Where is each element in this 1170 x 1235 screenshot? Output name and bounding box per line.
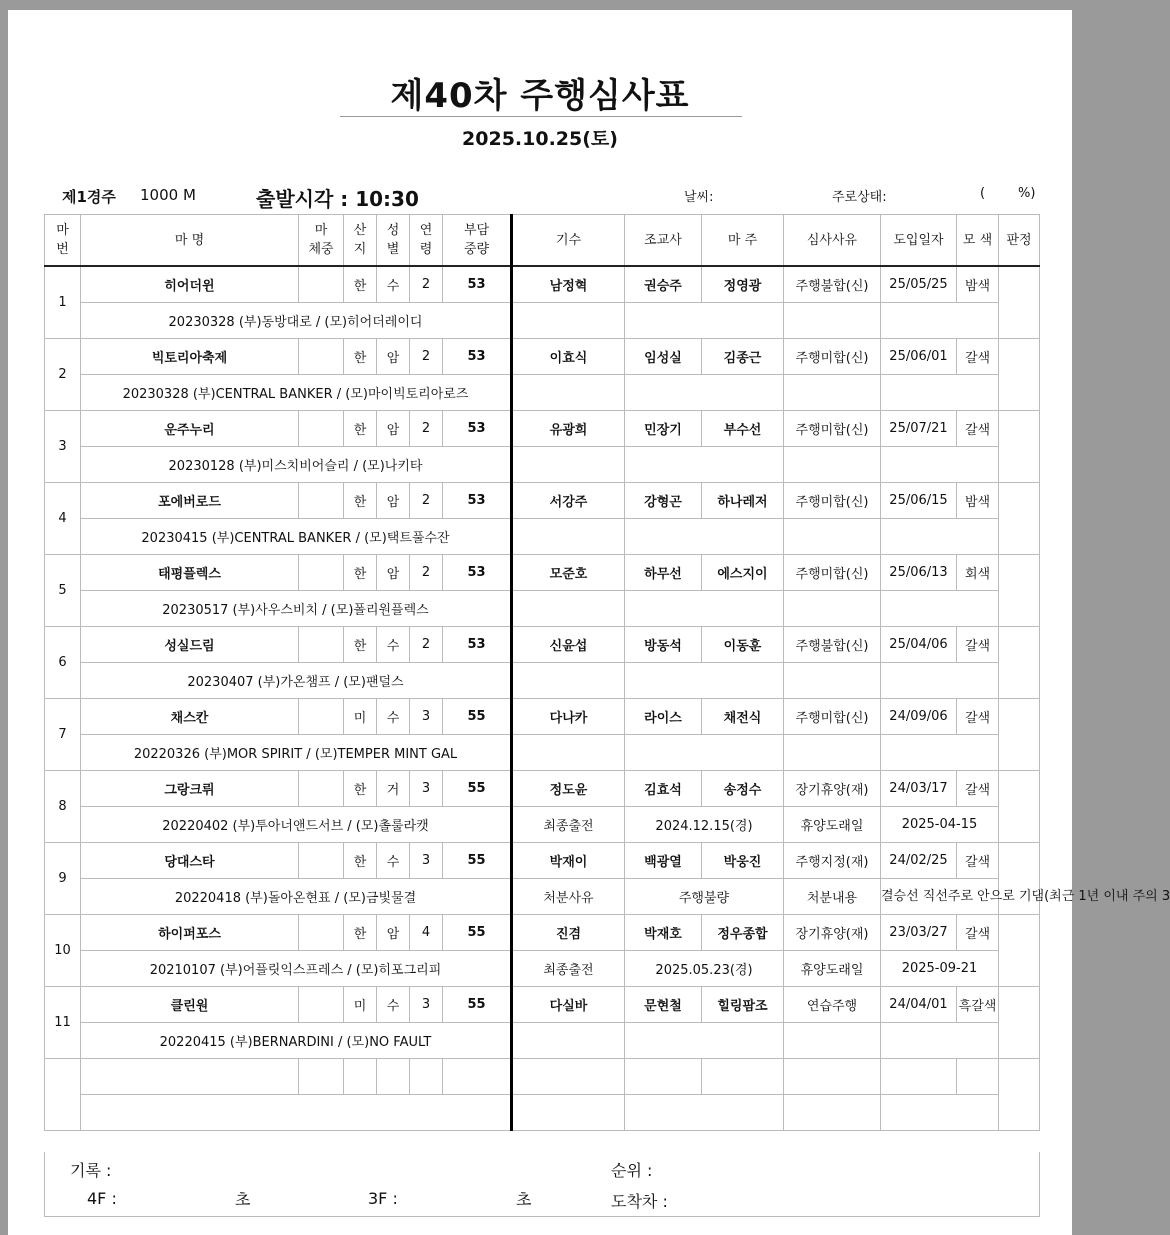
owner-name: 이동훈: [702, 627, 784, 663]
horse-number: 7: [45, 699, 81, 771]
pedigree: 20220326 (부)MOR SPIRIT / (모)TEMPER MINT GAL: [81, 735, 512, 771]
empty-cell: [512, 1059, 625, 1095]
col-color: 모 색: [957, 215, 999, 267]
horse-origin: 미: [344, 699, 377, 735]
owner-name: 정영광: [702, 266, 784, 303]
owner-name: 송정수: [702, 771, 784, 807]
extra-label-2: [784, 519, 881, 555]
pedigree: 20210107 (부)어플릿익스프레스 / (모)히포그리피: [81, 951, 512, 987]
empty-cell: [881, 1059, 957, 1095]
record-box: [44, 1152, 1040, 1217]
horse-sex: 수: [377, 843, 410, 879]
horse-detail-row: [45, 879, 1040, 915]
horse-age: 3: [410, 771, 443, 807]
track-percent: %): [1018, 186, 1036, 201]
intro-date: 24/09/06: [881, 699, 957, 735]
extra-value-1: 주행불량: [625, 879, 784, 915]
horse-number: 3: [45, 411, 81, 483]
empty-cell: [702, 1059, 784, 1095]
horse-name: 포에버로드: [81, 483, 299, 519]
review-reason: 주행미합(신): [784, 555, 881, 591]
horse-row: [45, 266, 1040, 303]
horse-weight-cell: [299, 987, 344, 1023]
burden-weight: 53: [443, 266, 512, 303]
extra-value-1: [625, 591, 784, 627]
horse-weight-cell: [299, 771, 344, 807]
trainer-name: 라이스: [625, 699, 702, 735]
extra-label-1: [512, 303, 625, 339]
owner-name: 김종근: [702, 339, 784, 375]
horse-weight-cell: [299, 843, 344, 879]
extra-label-2: [784, 303, 881, 339]
empty-cell: [45, 1059, 81, 1131]
horse-age: 2: [410, 411, 443, 447]
intro-date: 25/05/25: [881, 266, 957, 303]
horse-number: 5: [45, 555, 81, 627]
extra-label-2: [784, 447, 881, 483]
owner-name: 부수선: [702, 411, 784, 447]
extra-label-2: 휴양도래일: [784, 951, 881, 987]
jockey-name: 이효식: [512, 339, 625, 375]
owner-name: 에스지이: [702, 555, 784, 591]
horse-number: 2: [45, 339, 81, 411]
horse-age: 2: [410, 339, 443, 375]
page-title: 제40차 주행심사표: [390, 76, 690, 116]
horse-name: 태평플렉스: [81, 555, 299, 591]
col-intro-date: 도입일자: [881, 215, 957, 267]
extra-label-1: [512, 447, 625, 483]
trainer-name: 임성실: [625, 339, 702, 375]
col-trainer: 조교사: [625, 215, 702, 267]
horse-origin: 한: [344, 411, 377, 447]
jockey-name: 박재이: [512, 843, 625, 879]
horse-detail-row: [45, 663, 1040, 699]
intro-date: 25/07/21: [881, 411, 957, 447]
review-reason: 장기휴양(재): [784, 915, 881, 951]
verdict-cell: [999, 555, 1040, 627]
coat-color: 갈색: [957, 843, 999, 879]
pedigree: 20230415 (부)CENTRAL BANKER / (모)택트풀수잔: [81, 519, 512, 555]
trainer-name: 민장기: [625, 411, 702, 447]
entry-table: [44, 214, 1170, 1131]
horse-age: 2: [410, 266, 443, 303]
rank-label: 순위 :: [611, 1161, 653, 1180]
title-underline: [340, 116, 742, 117]
extra-value-1: [625, 519, 784, 555]
owner-name: 박웅진: [702, 843, 784, 879]
review-reason: 주행미합(신): [784, 339, 881, 375]
4f-label: 4F :: [87, 1189, 117, 1208]
horse-number: 10: [45, 915, 81, 987]
horse-weight-cell: [299, 627, 344, 663]
extra-label-1: [512, 519, 625, 555]
horse-number: 8: [45, 771, 81, 843]
horse-name: 히어더윈: [81, 266, 299, 303]
burden-weight: 53: [443, 627, 512, 663]
intro-date: 24/03/17: [881, 771, 957, 807]
extra-value-1: 2025.05.23(경): [625, 951, 784, 987]
review-reason: 주행불합(신): [784, 266, 881, 303]
col-name: 마 명: [81, 215, 299, 267]
horse-detail-row: [45, 447, 1040, 483]
horse-number: 6: [45, 627, 81, 699]
horse-name: 그랑크뤼: [81, 771, 299, 807]
empty-cell: [999, 1059, 1040, 1131]
horse-number: 4: [45, 483, 81, 555]
4f-seconds-label: 초: [235, 1190, 251, 1209]
verdict-cell: [999, 266, 1040, 339]
pedigree: 20230328 (부)CENTRAL BANKER / (모)마이빅토리아로즈: [81, 375, 512, 411]
horse-name: 하이퍼포스: [81, 915, 299, 951]
trainer-name: 박재호: [625, 915, 702, 951]
extra-label-1: [512, 375, 625, 411]
horse-sex: 암: [377, 411, 410, 447]
horse-origin: 한: [344, 843, 377, 879]
track-condition-label: 주로상태:: [832, 190, 887, 205]
horse-number: 9: [45, 843, 81, 915]
horse-age: 3: [410, 987, 443, 1023]
empty-cell: [957, 1059, 999, 1095]
horse-detail-row: [45, 951, 1040, 987]
col-sex: 성 별: [377, 215, 410, 267]
horse-sex: 수: [377, 627, 410, 663]
trainer-name: 강형곤: [625, 483, 702, 519]
verdict-cell: [999, 483, 1040, 555]
coat-color: 흑갈색: [957, 987, 999, 1023]
horse-sex: 수: [377, 266, 410, 303]
horse-name: 성실드림: [81, 627, 299, 663]
horse-row: [45, 483, 1040, 519]
burden-weight: 53: [443, 411, 512, 447]
horse-detail-row: [45, 519, 1040, 555]
horse-row: [45, 771, 1040, 807]
verdict-cell: [999, 411, 1040, 483]
extra-value-1: 2024.12.15(경): [625, 807, 784, 843]
horse-sex: 암: [377, 483, 410, 519]
intro-date: 23/03/27: [881, 915, 957, 951]
race-distance: 1000 M: [140, 186, 196, 204]
extra-label-1: [512, 1023, 625, 1059]
owner-name: 채전식: [702, 699, 784, 735]
horse-detail-row: [45, 591, 1040, 627]
extra-value-1: [625, 447, 784, 483]
horse-detail-row: [45, 303, 1040, 339]
horse-age: 2: [410, 627, 443, 663]
owner-name: 정우종합: [702, 915, 784, 951]
horse-weight-cell: [299, 915, 344, 951]
coat-color: 갈색: [957, 339, 999, 375]
burden-weight: 55: [443, 987, 512, 1023]
intro-date: 25/06/01: [881, 339, 957, 375]
horse-number: 1: [45, 266, 81, 339]
extra-label-2: 휴양도래일: [784, 807, 881, 843]
extra-value-2: [881, 735, 999, 771]
start-time: 출발시각 : 10:30: [256, 187, 419, 211]
burden-weight: 55: [443, 915, 512, 951]
pedigree: 20220415 (부)BERNARDINI / (모)NO FAULT: [81, 1023, 512, 1059]
horse-sex: 암: [377, 339, 410, 375]
review-reason: 주행불합(신): [784, 627, 881, 663]
jockey-name: 다실바: [512, 987, 625, 1023]
extra-label-2: [784, 591, 881, 627]
intro-date: 24/04/01: [881, 987, 957, 1023]
col-horse-weight: 마 체중: [299, 215, 344, 267]
review-reason: 주행미합(신): [784, 699, 881, 735]
empty-cell: [784, 1059, 881, 1095]
coat-color: 갈색: [957, 627, 999, 663]
extra-label-1: [512, 735, 625, 771]
horse-row: [45, 339, 1040, 375]
extra-value-2: 결승선 직선주로 안으로 기댐(최근 1년 이내 주의 3: [881, 879, 999, 915]
trainer-name: 방동석: [625, 627, 702, 663]
owner-name: 하나레저: [702, 483, 784, 519]
horse-name: 빅토리아축제: [81, 339, 299, 375]
horse-detail-row: [45, 807, 1040, 843]
jockey-name: 남정혁: [512, 266, 625, 303]
horse-age: 4: [410, 915, 443, 951]
horse-row: [45, 627, 1040, 663]
extra-label-1: 최종출전: [512, 807, 625, 843]
empty-cell: [81, 1095, 512, 1131]
extra-label-2: [784, 1023, 881, 1059]
horse-age: 2: [410, 555, 443, 591]
intro-date: 24/02/25: [881, 843, 957, 879]
jockey-name: 모준호: [512, 555, 625, 591]
horse-origin: 한: [344, 627, 377, 663]
horse-name: 클린원: [81, 987, 299, 1023]
col-reason: 심사사유: [784, 215, 881, 267]
intro-date: 25/04/06: [881, 627, 957, 663]
empty-cell: [344, 1059, 377, 1095]
burden-weight: 55: [443, 771, 512, 807]
margin-label: 도착차 :: [611, 1192, 668, 1211]
verdict-cell: [999, 699, 1040, 771]
verdict-cell: [999, 987, 1040, 1059]
trainer-name: 문현철: [625, 987, 702, 1023]
review-reason: 주행미합(신): [784, 483, 881, 519]
col-origin: 산 지: [344, 215, 377, 267]
burden-weight: 55: [443, 699, 512, 735]
horse-origin: 한: [344, 266, 377, 303]
record-label: 기록 :: [70, 1161, 112, 1180]
jockey-name: 신윤섭: [512, 627, 625, 663]
coat-color: 갈색: [957, 771, 999, 807]
horse-weight-cell: [299, 483, 344, 519]
horse-row: [45, 987, 1040, 1023]
coat-color: 갈색: [957, 699, 999, 735]
trainer-name: 하무선: [625, 555, 702, 591]
extra-value-1: [625, 303, 784, 339]
horse-row: [45, 843, 1040, 879]
empty-cell: [625, 1059, 702, 1095]
3f-seconds-label: 초: [516, 1190, 532, 1209]
horse-weight-cell: [299, 555, 344, 591]
pedigree: 20230128 (부)미스치비어슬리 / (모)나키타: [81, 447, 512, 483]
extra-value-2: [881, 447, 999, 483]
extra-value-2: [881, 663, 999, 699]
owner-name: 힐링팜조: [702, 987, 784, 1023]
horse-sex: 암: [377, 915, 410, 951]
extra-value-2: [881, 375, 999, 411]
extra-value-1: [625, 663, 784, 699]
race-number: 제1경주: [62, 188, 116, 206]
extra-value-2: 2025-09-21: [881, 951, 999, 987]
extra-label-1: 처분사유: [512, 879, 625, 915]
empty-row: [45, 1095, 1040, 1131]
burden-weight: 55: [443, 843, 512, 879]
empty-cell: [377, 1059, 410, 1095]
horse-sex: 거: [377, 771, 410, 807]
empty-cell: [81, 1059, 299, 1095]
extra-value-1: [625, 735, 784, 771]
horse-sex: 수: [377, 987, 410, 1023]
horse-origin: 한: [344, 915, 377, 951]
horse-row: [45, 699, 1040, 735]
extra-value-2: [881, 519, 999, 555]
burden-weight: 53: [443, 555, 512, 591]
jockey-name: 유광희: [512, 411, 625, 447]
pedigree: 20220418 (부)돌아온현표 / (모)금빛물결: [81, 879, 512, 915]
empty-cell: [410, 1059, 443, 1095]
empty-cell: [881, 1095, 999, 1131]
race-date: 2025.10.25(토): [462, 128, 618, 150]
pedigree: 20230517 (부)사우스비치 / (모)폴리원플렉스: [81, 591, 512, 627]
trainer-name: 백광열: [625, 843, 702, 879]
col-age: 연 령: [410, 215, 443, 267]
review-reason: 연습주행: [784, 987, 881, 1023]
horse-age: 3: [410, 843, 443, 879]
horse-row: [45, 915, 1040, 951]
verdict-cell: [999, 627, 1040, 699]
intro-date: 25/06/15: [881, 483, 957, 519]
extra-label-2: 처분내용: [784, 879, 881, 915]
extra-value-1: [625, 1023, 784, 1059]
horse-name: 채스칸: [81, 699, 299, 735]
horse-age: 2: [410, 483, 443, 519]
empty-cell: [299, 1059, 344, 1095]
coat-color: 갈색: [957, 411, 999, 447]
trainer-name: 권승주: [625, 266, 702, 303]
horse-origin: 한: [344, 555, 377, 591]
extra-value-2: [881, 591, 999, 627]
horse-row: [45, 555, 1040, 591]
jockey-name: 진겸: [512, 915, 625, 951]
weather-label: 날씨:: [684, 190, 714, 205]
extra-label-1: 최종출전: [512, 951, 625, 987]
coat-color: 회색: [957, 555, 999, 591]
horse-name: 운주누리: [81, 411, 299, 447]
3f-label: 3F :: [368, 1189, 398, 1208]
extra-label-1: [512, 663, 625, 699]
empty-cell: [443, 1059, 512, 1095]
horse-origin: 한: [344, 483, 377, 519]
horse-name: 당대스타: [81, 843, 299, 879]
horse-weight-cell: [299, 339, 344, 375]
verdict-cell: [999, 915, 1040, 987]
coat-color: 밤색: [957, 266, 999, 303]
horse-row: [45, 411, 1040, 447]
extra-value-2: [881, 303, 999, 339]
horse-sex: 암: [377, 555, 410, 591]
col-owner: 마 주: [702, 215, 784, 267]
verdict-cell: [999, 339, 1040, 411]
coat-color: 갈색: [957, 915, 999, 951]
extra-label-2: [784, 735, 881, 771]
trainer-name: 김효석: [625, 771, 702, 807]
col-no: 마 번: [45, 215, 81, 267]
jockey-name: 정도윤: [512, 771, 625, 807]
horse-detail-row: [45, 1023, 1040, 1059]
col-verdict: 판정: [999, 215, 1040, 267]
extra-label-2: [784, 663, 881, 699]
jockey-name: 서강주: [512, 483, 625, 519]
col-jockey: 기수: [512, 215, 625, 267]
pedigree: 20230328 (부)동방대로 / (모)히어더레이디: [81, 303, 512, 339]
coat-color: 밤색: [957, 483, 999, 519]
empty-cell: [625, 1095, 784, 1131]
horse-number: 11: [45, 987, 81, 1059]
extra-value-2: 2025-04-15: [881, 807, 999, 843]
empty-row: [45, 1059, 1040, 1095]
review-reason: 주행지정(재): [784, 843, 881, 879]
horse-origin: 한: [344, 771, 377, 807]
empty-cell: [512, 1095, 625, 1131]
extra-label-2: [784, 375, 881, 411]
extra-value-1: [625, 375, 784, 411]
verdict-cell: [999, 771, 1040, 843]
col-burden: 부담 중량: [443, 215, 512, 267]
pedigree: 20220402 (부)투아너앤드서브 / (모)촐룰라캣: [81, 807, 512, 843]
horse-weight-cell: [299, 266, 344, 303]
horse-detail-row: [45, 375, 1040, 411]
extra-label-1: [512, 591, 625, 627]
pedigree: 20230407 (부)가온챔프 / (모)팬덜스: [81, 663, 512, 699]
review-reason: 주행미합(신): [784, 411, 881, 447]
horse-weight-cell: [299, 699, 344, 735]
horse-origin: 미: [344, 987, 377, 1023]
horse-sex: 수: [377, 699, 410, 735]
header-row: [45, 215, 1040, 267]
horse-detail-row: [45, 735, 1040, 771]
burden-weight: 53: [443, 483, 512, 519]
burden-weight: 53: [443, 339, 512, 375]
empty-cell: [784, 1095, 881, 1131]
horse-weight-cell: [299, 411, 344, 447]
review-reason: 장기휴양(재): [784, 771, 881, 807]
jockey-name: 다나카: [512, 699, 625, 735]
intro-date: 25/06/13: [881, 555, 957, 591]
horse-age: 3: [410, 699, 443, 735]
track-paren: (: [980, 186, 986, 201]
horse-origin: 한: [344, 339, 377, 375]
extra-value-2: [881, 1023, 999, 1059]
